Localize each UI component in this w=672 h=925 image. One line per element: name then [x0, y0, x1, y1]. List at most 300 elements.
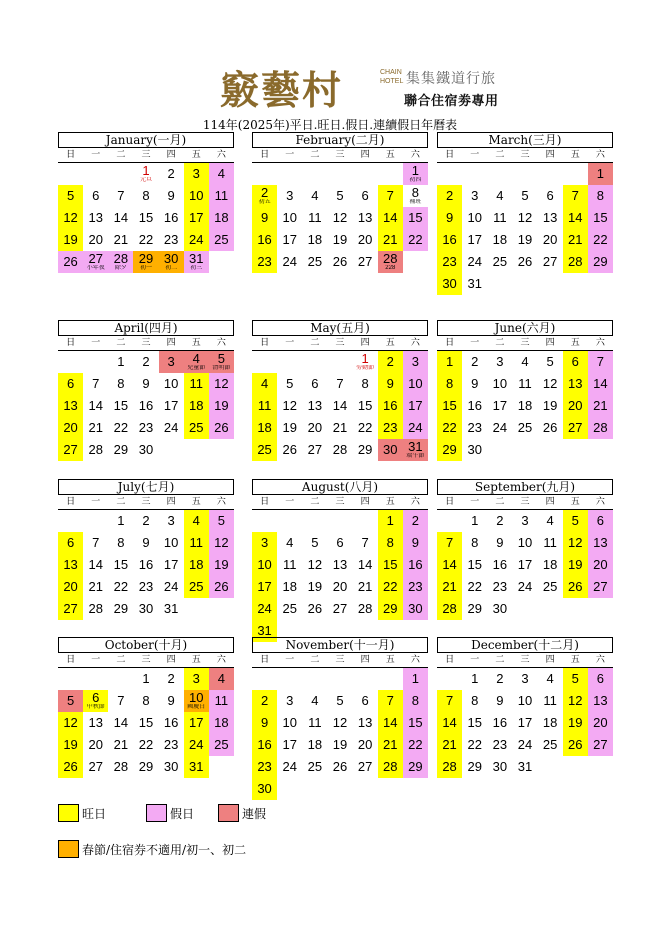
day-cell: [184, 510, 209, 532]
day-cell: [327, 690, 352, 712]
day-cell: [133, 185, 158, 207]
day-number: 1: [386, 513, 394, 528]
day-cell: [462, 185, 487, 207]
day-cell: [538, 207, 563, 229]
day-number: 7: [117, 693, 125, 708]
day-cell: [108, 756, 133, 778]
day-cell: [487, 373, 512, 395]
month-calendar: [58, 637, 234, 787]
day-cell: [353, 554, 378, 576]
day-cell: [512, 185, 537, 207]
day-cell: [133, 229, 158, 251]
day-number: 15: [383, 557, 398, 572]
day-cell: [378, 351, 403, 373]
day-number: 19: [568, 557, 583, 572]
day-number: 26: [282, 442, 297, 457]
day-cell: [403, 163, 428, 185]
day-number: 10: [282, 715, 297, 730]
day-cell: [133, 598, 158, 620]
day-cell: [462, 690, 487, 712]
day-cell: [378, 510, 403, 532]
weekday-label: 日: [66, 150, 76, 160]
day-number: 19: [517, 232, 533, 247]
logo-subtitle: 集集鐵道行旅: [406, 71, 496, 87]
day-number: 15: [408, 715, 423, 730]
logo-voucher-note: 聯合住宿劵專用: [404, 94, 499, 109]
day-number: 2: [471, 354, 479, 369]
day-cell: [277, 532, 302, 554]
day-cell: [108, 510, 133, 532]
weekday-label: 三: [141, 497, 151, 507]
day-cell: [327, 207, 352, 229]
day-cell: [159, 395, 184, 417]
day-cell: [353, 712, 378, 734]
month-calendar: [437, 637, 613, 787]
day-cell: [512, 251, 537, 273]
day-number: 25: [307, 254, 323, 269]
day-number: 27: [357, 759, 373, 774]
day-cell: [108, 554, 133, 576]
weekday-label: 日: [260, 338, 270, 348]
day-cell: [252, 185, 277, 207]
weekday-label: 六: [216, 150, 226, 160]
day-cell: [252, 251, 277, 273]
day-number: 21: [383, 232, 398, 247]
empty-day-cell: [378, 668, 403, 690]
day-cell: [378, 576, 403, 598]
day-cell: [512, 229, 537, 251]
day-number: 9: [411, 535, 420, 550]
day-cell: [209, 351, 234, 373]
day-number: 17: [517, 557, 533, 572]
weekday-label: 四: [166, 497, 176, 507]
day-number: 22: [113, 579, 129, 594]
day-cell: [159, 734, 184, 756]
day-number: 26: [568, 579, 583, 594]
day-number: 27: [568, 420, 583, 435]
empty-day-cell: [58, 668, 83, 690]
weekday-label: 日: [66, 338, 76, 348]
day-note: 中秋節: [86, 704, 105, 710]
day-number: 14: [383, 715, 398, 730]
day-number: 21: [568, 232, 583, 247]
day-cell: [437, 554, 462, 576]
day-cell: [403, 417, 428, 439]
weekday-label: 六: [410, 655, 420, 665]
month-calendar: [252, 637, 428, 796]
legend-label-new-year: 春節/住宿券不適用/初一、初二: [82, 842, 247, 857]
day-grid: [252, 668, 428, 800]
day-number: 27: [63, 442, 78, 457]
day-cell: [462, 207, 487, 229]
day-cell: [108, 395, 133, 417]
day-cell: [108, 417, 133, 439]
day-number: 28: [113, 251, 129, 266]
day-cell: [563, 185, 588, 207]
day-note: 初四: [409, 177, 422, 183]
day-cell: [353, 207, 378, 229]
legend-row-1: [58, 804, 288, 822]
day-number: 26: [214, 579, 229, 594]
day-cell: [133, 712, 158, 734]
empty-day-cell: [277, 351, 302, 373]
weekday-label: 五: [570, 338, 580, 348]
day-number: 22: [113, 420, 129, 435]
day-number: 25: [214, 737, 229, 752]
day-cell: [58, 554, 83, 576]
day-number: 11: [189, 535, 204, 550]
day-cell: [437, 351, 462, 373]
day-cell: [512, 576, 537, 598]
day-cell: [512, 395, 537, 417]
day-number: 18: [492, 232, 508, 247]
day-cell: [327, 576, 352, 598]
day-cell: [378, 229, 403, 251]
day-number: 17: [189, 210, 204, 225]
day-number: 12: [307, 557, 323, 572]
day-number: 8: [142, 188, 150, 203]
day-cell: [277, 207, 302, 229]
day-cell: [588, 185, 613, 207]
weekday-header: [437, 495, 613, 510]
day-number: 14: [568, 210, 583, 225]
legend-swatch-holiday: [146, 804, 167, 822]
day-cell: [108, 598, 133, 620]
weekday-label: 日: [445, 338, 455, 348]
day-cell: [538, 690, 563, 712]
day-cell: [302, 207, 327, 229]
day-cell: [209, 734, 234, 756]
weekday-label: 二: [495, 150, 505, 160]
day-number: 15: [113, 398, 129, 413]
weekday-label: 一: [470, 150, 480, 160]
day-cell: [353, 532, 378, 554]
weekday-label: 四: [545, 150, 555, 160]
month-title: March(三月): [437, 132, 613, 148]
day-number: 28: [332, 442, 348, 457]
day-cell: [133, 734, 158, 756]
day-cell: [302, 229, 327, 251]
day-number: 22: [383, 579, 398, 594]
day-cell: [353, 351, 378, 373]
month-title: August(八月): [252, 479, 428, 495]
day-number: 21: [88, 420, 103, 435]
day-number: 13: [332, 557, 348, 572]
day-cell: [403, 576, 428, 598]
day-number: 7: [336, 376, 344, 391]
day-cell: [184, 229, 209, 251]
day-cell: [563, 351, 588, 373]
day-cell: [403, 690, 428, 712]
day-number: 24: [408, 420, 423, 435]
day-number: 26: [332, 759, 348, 774]
day-number: 13: [568, 376, 583, 391]
day-cell: [209, 207, 234, 229]
day-cell: [327, 229, 352, 251]
day-number: 12: [517, 210, 533, 225]
day-cell: [58, 734, 83, 756]
day-number: 22: [138, 232, 154, 247]
day-cell: [462, 273, 487, 295]
day-number: 12: [282, 398, 297, 413]
day-cell: [133, 439, 158, 461]
day-number: 29: [442, 442, 457, 457]
day-number: 6: [336, 535, 344, 550]
day-number: 10: [282, 210, 297, 225]
day-number: 22: [593, 232, 608, 247]
day-cell: [462, 373, 487, 395]
day-cell: [83, 417, 108, 439]
day-cell: [327, 251, 352, 273]
day-number: 20: [88, 232, 103, 247]
day-cell: [353, 756, 378, 778]
day-number: 9: [260, 210, 269, 225]
day-number: 31: [189, 759, 204, 774]
day-number: 27: [88, 251, 103, 266]
day-number: 23: [408, 579, 423, 594]
empty-day-cell: [462, 163, 487, 185]
day-number: 23: [163, 232, 179, 247]
day-number: 19: [282, 420, 297, 435]
day-number: 24: [282, 759, 297, 774]
day-cell: [209, 668, 234, 690]
day-cell: [462, 229, 487, 251]
day-cell: [83, 373, 108, 395]
day-cell: [184, 734, 209, 756]
day-number: 16: [138, 557, 154, 572]
day-cell: [588, 712, 613, 734]
day-number: 23: [442, 254, 457, 269]
day-cell: [58, 229, 83, 251]
day-cell: [378, 734, 403, 756]
day-number: 7: [92, 376, 100, 391]
month-title: May(五月): [252, 320, 428, 336]
day-cell: [588, 576, 613, 598]
day-number: 9: [496, 535, 504, 550]
day-number: 18: [257, 420, 272, 435]
day-number: 8: [386, 535, 394, 550]
day-number: 1: [471, 513, 479, 528]
weekday-label: 一: [470, 497, 480, 507]
day-cell: [302, 439, 327, 461]
weekday-label: 六: [410, 338, 420, 348]
day-cell: [108, 373, 133, 395]
weekday-label: 二: [495, 497, 505, 507]
day-cell: [209, 185, 234, 207]
day-cell: [209, 395, 234, 417]
day-cell: [184, 712, 209, 734]
day-number: 8: [411, 185, 420, 200]
day-grid: [58, 163, 234, 273]
day-number: 23: [257, 759, 272, 774]
day-cell: [58, 185, 83, 207]
day-cell: [538, 576, 563, 598]
day-cell: [487, 734, 512, 756]
day-cell: [159, 756, 184, 778]
day-number: 30: [442, 276, 457, 291]
weekday-label: 四: [166, 655, 176, 665]
day-number: 20: [88, 737, 103, 752]
day-number: 1: [411, 163, 420, 178]
empty-day-cell: [108, 163, 133, 185]
day-number: 7: [386, 188, 394, 203]
day-number: 3: [167, 354, 175, 369]
day-cell: [487, 756, 512, 778]
weekday-label: 五: [385, 338, 395, 348]
day-number: 14: [88, 557, 103, 572]
day-number: 1: [142, 671, 150, 686]
empty-day-cell: [437, 163, 462, 185]
day-number: 16: [408, 557, 423, 572]
day-number: 9: [445, 210, 454, 225]
day-number: 23: [138, 420, 154, 435]
day-number: 16: [257, 737, 272, 752]
weekday-header: [437, 653, 613, 668]
empty-day-cell: [563, 163, 588, 185]
day-number: 4: [286, 535, 294, 550]
day-number: 22: [357, 420, 373, 435]
day-cell: [437, 598, 462, 620]
day-cell: [353, 690, 378, 712]
day-cell: [133, 668, 158, 690]
empty-day-cell: [512, 163, 537, 185]
day-number: 14: [383, 210, 398, 225]
day-cell: [184, 251, 209, 273]
day-cell: [159, 554, 184, 576]
day-number: 17: [517, 715, 533, 730]
day-cell: [588, 373, 613, 395]
day-cell: [512, 510, 537, 532]
day-number: 8: [411, 693, 420, 708]
day-cell: [538, 734, 563, 756]
weekday-label: 三: [335, 655, 345, 665]
day-cell: [302, 554, 327, 576]
day-number: 29: [383, 601, 398, 616]
day-number: 28: [442, 601, 457, 616]
day-cell: [133, 395, 158, 417]
weekday-label: 四: [360, 338, 370, 348]
day-cell: [487, 668, 512, 690]
day-number: 23: [467, 420, 482, 435]
weekday-header: [58, 148, 234, 163]
day-cell: [588, 395, 613, 417]
day-note: 小年夜: [86, 265, 105, 271]
day-number: 18: [542, 715, 558, 730]
day-cell: [302, 734, 327, 756]
day-number: 30: [163, 759, 179, 774]
day-number: 24: [163, 420, 179, 435]
day-cell: [277, 395, 302, 417]
day-number: 7: [571, 188, 579, 203]
day-cell: [563, 417, 588, 439]
day-number: 4: [521, 354, 529, 369]
day-number: 6: [92, 188, 100, 203]
day-cell: [538, 229, 563, 251]
day-cell: [83, 734, 108, 756]
day-number: 5: [286, 376, 294, 391]
day-note: 初二: [165, 265, 178, 271]
day-cell: [462, 712, 487, 734]
day-cell: [252, 532, 277, 554]
day-cell: [184, 185, 209, 207]
day-number: 18: [542, 557, 558, 572]
day-number: 30: [163, 251, 179, 266]
day-number: 16: [163, 715, 179, 730]
day-number: 8: [142, 693, 150, 708]
day-cell: [277, 554, 302, 576]
weekday-header: [58, 653, 234, 668]
day-number: 21: [113, 737, 129, 752]
day-cell: [302, 756, 327, 778]
day-cell: [277, 690, 302, 712]
day-cell: [277, 417, 302, 439]
weekday-header: [58, 495, 234, 510]
day-number: 5: [546, 354, 554, 369]
weekday-label: 五: [385, 497, 395, 507]
day-note: 補班: [409, 199, 422, 205]
day-number: 11: [308, 210, 322, 225]
month-title: December(十二月): [437, 637, 613, 653]
day-number: 18: [214, 715, 229, 730]
day-cell: [133, 690, 158, 712]
day-number: 27: [88, 759, 103, 774]
day-number: 7: [386, 693, 394, 708]
day-cell: [83, 554, 108, 576]
day-number: 1: [445, 354, 454, 369]
day-number: 23: [138, 579, 154, 594]
day-note: 國慶日: [187, 704, 206, 710]
day-number: 5: [336, 693, 344, 708]
day-cell: [538, 668, 563, 690]
day-cell: [538, 351, 563, 373]
day-grid: [252, 163, 428, 273]
day-number: 3: [411, 354, 420, 369]
day-cell: [588, 554, 613, 576]
day-cell: [437, 690, 462, 712]
day-cell: [133, 417, 158, 439]
day-number: 27: [593, 737, 608, 752]
day-number: 13: [307, 398, 323, 413]
day-cell: [403, 734, 428, 756]
day-number: 25: [517, 420, 533, 435]
day-cell: [108, 207, 133, 229]
month-title: January(一月): [58, 132, 234, 148]
day-cell: [403, 510, 428, 532]
day-cell: [512, 351, 537, 373]
day-cell: [159, 576, 184, 598]
day-number: 23: [163, 737, 179, 752]
day-number: 2: [260, 185, 269, 200]
empty-day-cell: [252, 163, 277, 185]
day-cell: [487, 532, 512, 554]
weekday-label: 三: [335, 497, 345, 507]
day-grid: [252, 351, 428, 461]
day-cell: [159, 163, 184, 185]
empty-day-cell: [302, 668, 327, 690]
day-cell: [538, 532, 563, 554]
day-number: 16: [442, 232, 457, 247]
day-number: 5: [66, 188, 75, 203]
day-cell: [353, 373, 378, 395]
weekday-label: 日: [66, 497, 76, 507]
day-cell: [462, 734, 487, 756]
day-cell: [108, 439, 133, 461]
day-number: 14: [357, 557, 373, 572]
day-note: 除夕: [114, 265, 127, 271]
day-number: 15: [113, 557, 129, 572]
day-cell: [403, 229, 428, 251]
day-cell: [209, 417, 234, 439]
